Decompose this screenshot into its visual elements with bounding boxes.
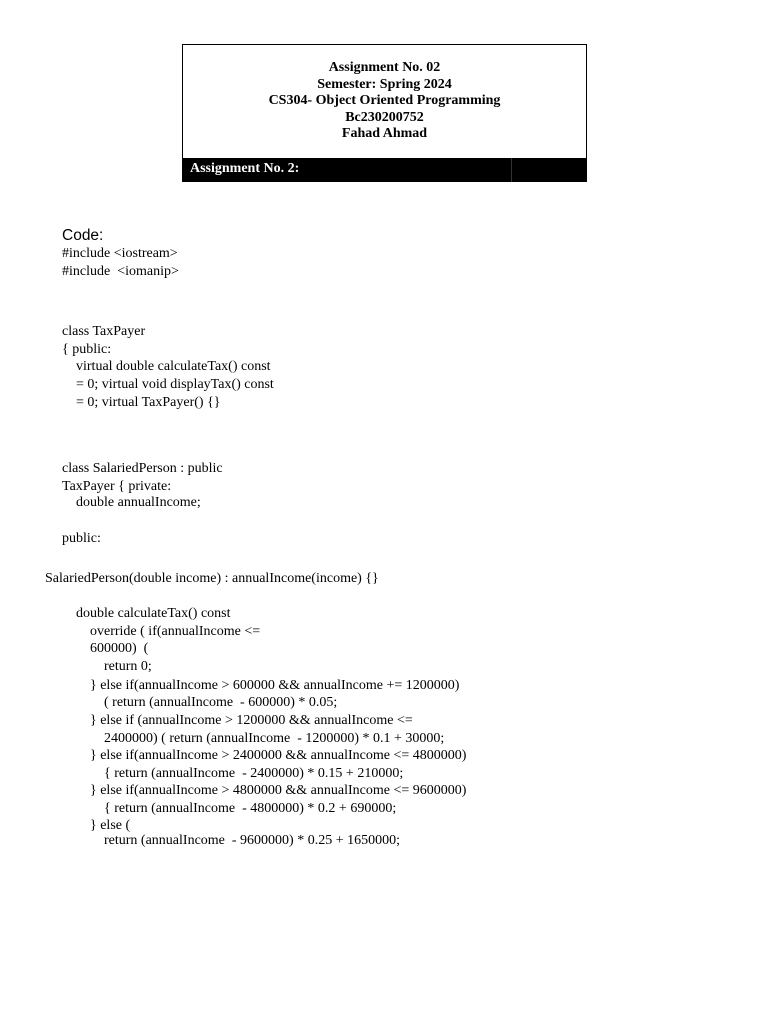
code-line: = 0; virtual void displayTax() const bbox=[76, 377, 274, 392]
code-line: } else if(annualIncome > 2400000 && annualIncome <= 4800000) bbox=[90, 748, 467, 763]
code-line: { public: bbox=[62, 342, 112, 357]
code-line: 2400000) ( return (annualIncome - 1200000) * 0.1 + 30000; bbox=[104, 731, 445, 746]
student-name: Fahad Ahmad bbox=[341, 126, 428, 142]
code-line: TaxPayer { private: bbox=[62, 479, 172, 494]
code-line: { return (annualIncome - 2400000) * 0.15 + 210000; bbox=[104, 766, 404, 781]
code-line: SalariedPerson(double income) : annualIncome(income) {} bbox=[45, 571, 379, 586]
code-line: virtual double calculateTax() const bbox=[76, 359, 271, 374]
assignment-number: Assignment No. 02 bbox=[328, 60, 441, 75]
code-line: } else if(annualIncome > 4800000 && annualIncome <= 9600000) bbox=[90, 783, 467, 798]
code-line: double calculateTax() const bbox=[76, 606, 231, 621]
course-title: CS304- Object Oriented Programming bbox=[268, 93, 501, 109]
code-line: ( return (annualIncome - 600000) * 0.05; bbox=[104, 695, 338, 710]
code-line: = 0; virtual TaxPayer() {} bbox=[76, 395, 221, 410]
code-line: #include <iomanip> bbox=[62, 264, 179, 279]
assignment-bar-label: Assignment No. 2: bbox=[190, 161, 300, 176]
code-heading: Code: bbox=[62, 227, 104, 244]
bar-divider bbox=[511, 158, 512, 182]
assignment-bar bbox=[183, 158, 586, 182]
code-line: public: bbox=[62, 531, 101, 546]
header-lines bbox=[183, 60, 586, 143]
semester: Semester: Spring 2024 bbox=[317, 76, 452, 92]
code-line: override ( if(annualIncome <= bbox=[90, 624, 261, 639]
code-line: } else ( bbox=[90, 818, 131, 833]
code-line: } else if (annualIncome > 1200000 && annualIncome <= bbox=[90, 713, 413, 728]
code-line: class TaxPayer bbox=[62, 324, 146, 339]
code-line: return 0; bbox=[104, 659, 152, 674]
code-line: 600000) ( bbox=[90, 641, 149, 656]
code-line: class SalariedPerson : public bbox=[62, 461, 223, 476]
code-line: double annualIncome; bbox=[76, 495, 201, 510]
assignment-header-box bbox=[182, 44, 587, 182]
code-line: return (annualIncome - 9600000) * 0.25 + 1650000; bbox=[104, 833, 400, 848]
code-line: { return (annualIncome - 4800000) * 0.2 + 690000; bbox=[104, 801, 397, 816]
student-id: Bc230200752 bbox=[345, 109, 424, 125]
code-line: #include <iostream> bbox=[62, 246, 178, 261]
code-line: } else if(annualIncome > 600000 && annualIncome += 1200000) bbox=[90, 678, 460, 693]
